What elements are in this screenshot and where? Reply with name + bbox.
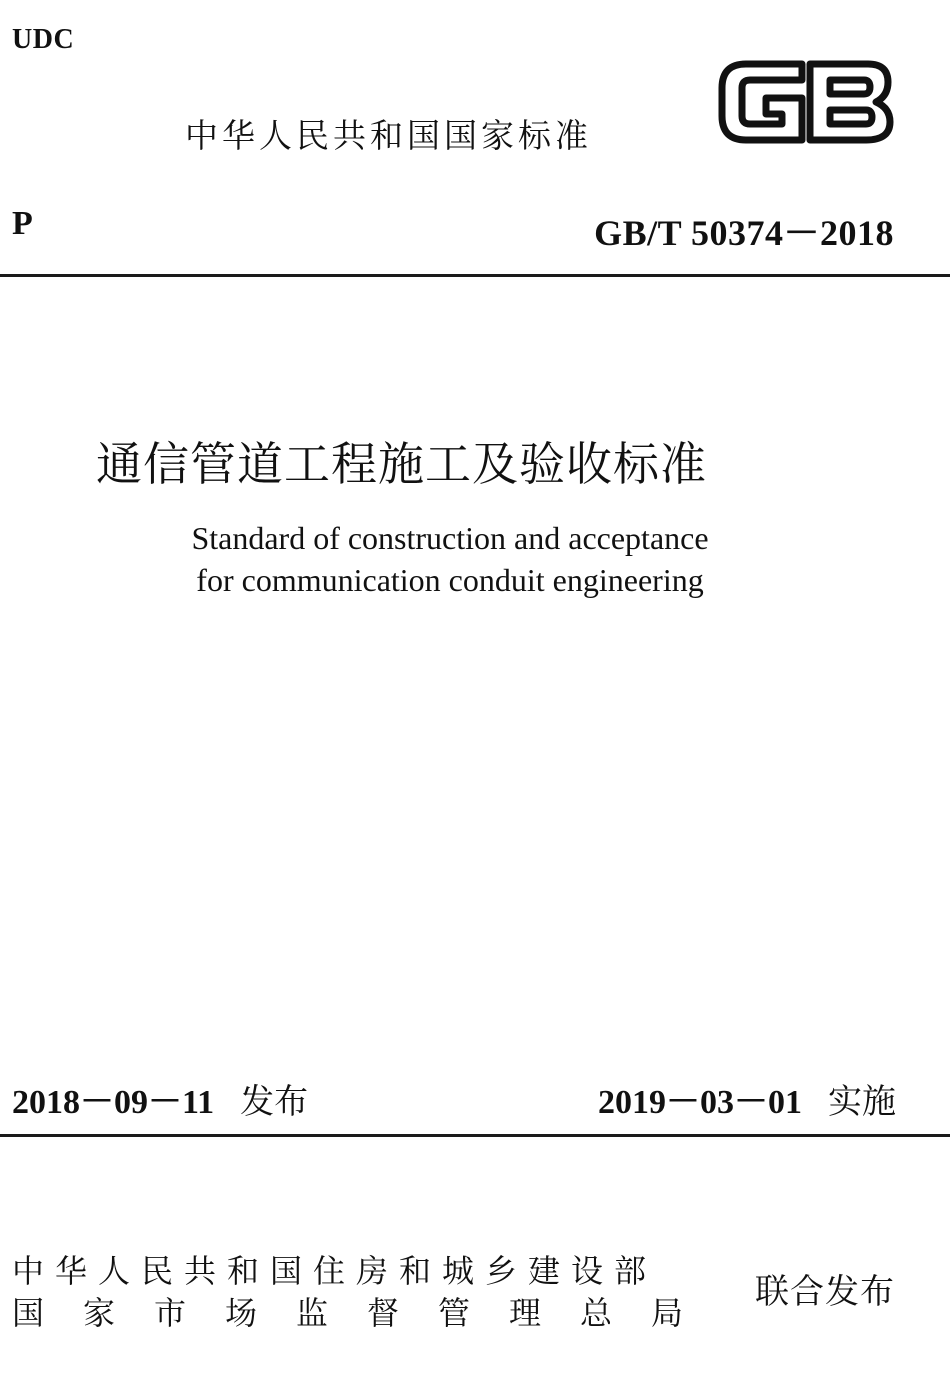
national-standard-heading: 中华人民共和国国家标准 bbox=[185, 116, 592, 155]
issue-date: 2018－09－11 bbox=[12, 1084, 215, 1121]
udc-label: UDC bbox=[12, 24, 75, 55]
issue-date-group bbox=[12, 1074, 308, 1123]
joint-issue-label: 联合发布 bbox=[755, 1272, 895, 1312]
title-english-line1: Standard of construction and acceptance bbox=[191, 520, 709, 556]
implement-date-group bbox=[598, 1074, 896, 1123]
gb-logo bbox=[716, 54, 896, 150]
standard-number: GB/T 50374－2018 bbox=[594, 213, 894, 253]
issuer-line2: 国家市场监督管理总局 bbox=[12, 1294, 723, 1332]
issue-label: 发布 bbox=[240, 1082, 309, 1122]
classification-code: P bbox=[12, 205, 33, 242]
title-chinese: 通信管道工程施工及验收标准 bbox=[96, 437, 707, 491]
top-divider bbox=[0, 274, 950, 277]
issuer-line1: 中华人民共和国住房和城乡建设部 bbox=[12, 1252, 658, 1290]
implement-label: 实施 bbox=[828, 1082, 896, 1122]
bottom-divider bbox=[0, 1134, 950, 1137]
implement-date: 2019－03－01 bbox=[598, 1084, 802, 1121]
gb-logo-mark bbox=[716, 54, 896, 150]
title-english-line2: for communication conduit engineering bbox=[196, 562, 704, 598]
